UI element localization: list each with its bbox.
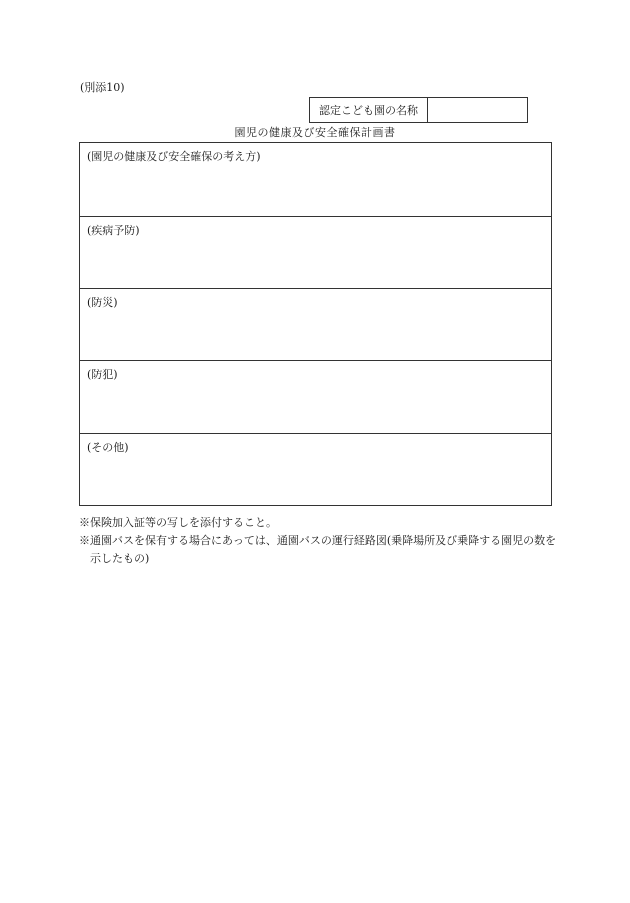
document-title: 園児の健康及び安全確保計画書 bbox=[234, 126, 396, 139]
institution-name-label: 認定こども園の名称 bbox=[310, 98, 428, 122]
institution-name-box bbox=[309, 97, 528, 123]
notes bbox=[79, 514, 559, 568]
section-row-health-safety-approach[interactable] bbox=[80, 143, 551, 217]
note-insurance-certificate: ※保険加入証等の写しを添付すること。 bbox=[79, 516, 277, 529]
plan-table bbox=[79, 142, 552, 506]
section-row-crime-prevention[interactable] bbox=[80, 361, 551, 434]
section-label: (防犯) bbox=[87, 368, 118, 381]
section-row-disease-prevention[interactable] bbox=[80, 217, 551, 289]
annex-label: (別添10) bbox=[80, 81, 125, 94]
section-row-disaster-prevention[interactable] bbox=[80, 289, 551, 361]
section-row-other[interactable] bbox=[80, 434, 551, 505]
note-school-bus-route-map: ※通園バスを保有する場合にあっては、通園バスの運行経路図(乗降場所及び乗降する園児の数を示したもの) bbox=[79, 534, 557, 565]
section-label: (疾病予防) bbox=[87, 224, 140, 237]
section-label: (園児の健康及び安全確保の考え方) bbox=[87, 150, 261, 163]
institution-name-field[interactable] bbox=[428, 98, 527, 122]
section-label: (防災) bbox=[87, 296, 118, 309]
section-label: (その他) bbox=[87, 441, 129, 454]
